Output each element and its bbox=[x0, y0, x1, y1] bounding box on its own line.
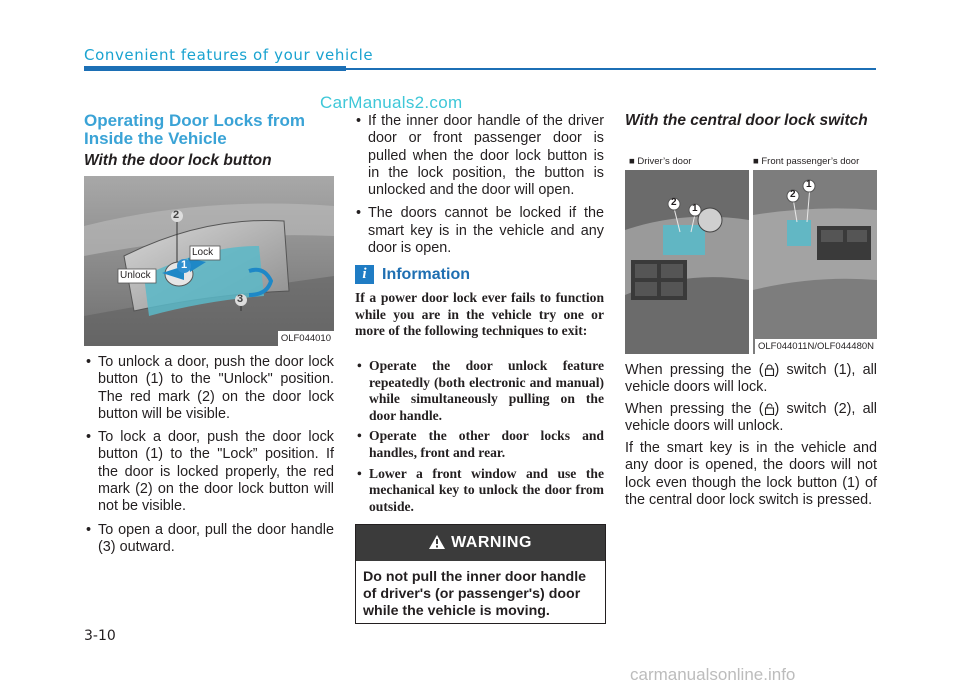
switch-illustration bbox=[625, 170, 877, 354]
callout-3: 3 bbox=[237, 293, 244, 305]
text-fragment: ) switch (2), all vehicle doors will unlock. bbox=[625, 401, 877, 435]
subheading-central-lock: With the central door lock switch bbox=[625, 112, 868, 129]
figure-central-lock bbox=[625, 154, 877, 354]
lock-icon bbox=[764, 364, 775, 376]
callout-1: 1 bbox=[692, 203, 698, 214]
header-rule-thin bbox=[346, 68, 876, 70]
callout-2: 2 bbox=[790, 189, 796, 200]
text-fragment: ) switch (1), all vehicle doors will lock. bbox=[625, 362, 877, 396]
info-icon: i bbox=[355, 265, 374, 284]
list-item: • If the inner door handle of the driver door or front passenger door is pulled when the door lock button is in the lock position, the button is unlocked and the door will open. bbox=[354, 113, 604, 199]
callout-2: 2 bbox=[671, 197, 677, 208]
paragraph-unlock bbox=[625, 401, 877, 436]
callout-lock: Lock bbox=[192, 247, 214, 258]
door-handle-illustration bbox=[84, 176, 334, 346]
info-title: Information bbox=[382, 266, 470, 283]
paragraph-lock bbox=[625, 362, 877, 397]
info-intro: If a power door lock ever fails to function while you are in the vehicle try one or more of the following techniques to exit: bbox=[355, 290, 604, 339]
text-fragment: When pressing the ( bbox=[625, 362, 764, 378]
list-item: • Lower a front window and use the mechanical key to unlock the door from outside. bbox=[355, 466, 604, 516]
header-rule bbox=[84, 66, 346, 71]
callout-1: 1 bbox=[806, 179, 812, 190]
callout-2: 2 bbox=[173, 209, 180, 221]
list-item: • To lock a door, push the door lock button (1) to the "Lock” position. If the door is locked properly, the red mark (2) on the door lock button will not be visible. bbox=[84, 429, 334, 515]
figure-door-lock-button bbox=[84, 176, 334, 346]
watermark-top: CarManuals2.com bbox=[320, 93, 463, 112]
callout-unlock: Unlock bbox=[120, 270, 151, 281]
callout-1: 1 bbox=[181, 259, 188, 271]
paragraph-smart-key: If the smart key is in the vehicle and any door is opened, the doors will not lock even though the lock button (1) of the central door lock switch is pressed. bbox=[625, 440, 877, 508]
list-item: • To unlock a door, push the door lock button (1) to the "Unlock" position. The red mark (2) on the door lock button will be visible. bbox=[84, 354, 334, 423]
section-title: Convenient features of your vehicle bbox=[84, 46, 374, 64]
figure-code: OLF044010 bbox=[278, 331, 334, 346]
unlock-icon bbox=[764, 403, 775, 415]
subheading-door-lock-button: With the door lock button bbox=[84, 152, 272, 169]
warning-icon bbox=[429, 527, 445, 563]
driver-door-label: ■ Driver’s door bbox=[629, 156, 692, 167]
list-item: • To open a door, pull the door handle (3) outward. bbox=[84, 522, 334, 557]
section-heading: Operating Door Locks from Inside the Vehicle bbox=[84, 111, 306, 148]
warning-header bbox=[356, 525, 605, 561]
list-item: • The doors cannot be locked if the smart key is in the vehicle and any door is open. bbox=[354, 205, 604, 257]
watermark-bottom: carmanualsonline.info bbox=[630, 665, 796, 684]
text-fragment: When pressing the ( bbox=[625, 401, 764, 417]
col1-bullet-list bbox=[84, 354, 334, 562]
warning-title: WARNING bbox=[451, 534, 532, 551]
warning-text: Do not pull the inner door handle of driver's (or passenger's) door while the vehicle is moving. bbox=[363, 569, 587, 619]
page-number: 3-10 bbox=[84, 628, 116, 644]
col2-bullet-list bbox=[354, 113, 604, 263]
warning-box bbox=[355, 524, 606, 624]
figure-code: OLF044011N/OLF044480N bbox=[755, 339, 877, 354]
info-list bbox=[355, 358, 604, 519]
list-item: • Operate the door unlock feature repeatedly (both electronic and manual) while simultaneously pulling on the door handle. bbox=[355, 358, 604, 424]
list-item: • Operate the other door locks and handles, front and rear. bbox=[355, 428, 604, 461]
passenger-door-label: ■ Front passenger’s door bbox=[753, 156, 860, 167]
